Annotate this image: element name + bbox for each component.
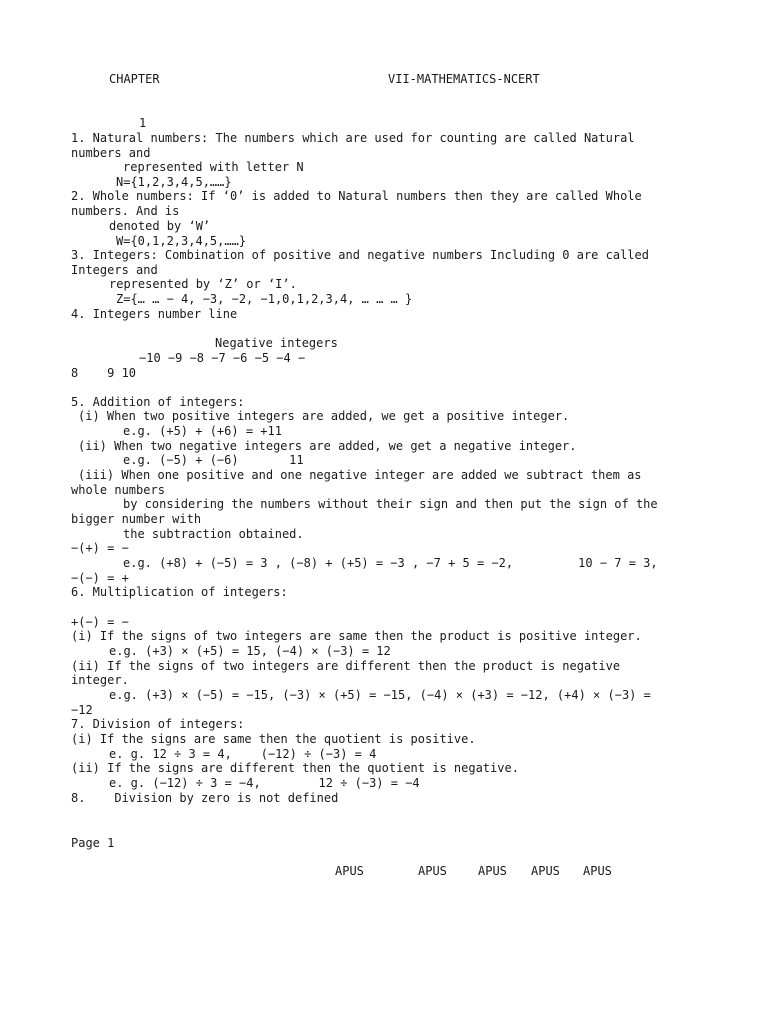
- text-line: bigger number with: [71, 512, 202, 526]
- text-line: (ii) If the signs are different then the quotient is negative.: [71, 761, 519, 775]
- text-line: N={1,2,3,4,5,……}: [116, 175, 232, 189]
- text-line: (i) If the signs are same then the quotient is positive.: [71, 732, 476, 746]
- text-line: (i) When two positive integers are added, we get a positive integer.: [78, 409, 570, 423]
- text-line: Integers and: [71, 263, 158, 277]
- text-line: 8. Division by zero is not defined: [71, 791, 339, 805]
- text-line: W={0,1,2,3,4,5,……}: [116, 234, 247, 248]
- header-chapter-label: CHAPTER: [109, 72, 160, 86]
- text-line: e.g. (+3) × (+5) = 15, (−4) × (−3) = 12: [109, 644, 391, 658]
- watermark-text: APUS: [478, 864, 507, 878]
- text-line: e.g. (+8) + (−5) = 3 , (−8) + (+5) = −3 , −7 + 5 = −2, 10 − 7 = 3,: [123, 556, 658, 570]
- text-line: represented with letter N: [123, 160, 304, 174]
- text-line: (i) If the signs of two integers are same then the product is positive integer.: [71, 629, 642, 643]
- text-line: 1. Natural numbers: The numbers which are used for counting are called Natural: [71, 131, 635, 145]
- number-line-values: 8 9 10: [71, 366, 137, 380]
- text-line: (ii) If the signs of two integers are different then the product is negative: [71, 659, 621, 673]
- header-subject-label: VII-MATHEMATICS-NCERT: [388, 72, 540, 86]
- text-line: 7. Division of integers:: [71, 717, 245, 731]
- sign-rule: +(−) = −: [71, 615, 129, 629]
- text-line: e. g. 12 ÷ 3 = 4, (−12) ÷ (−3) = 4: [109, 747, 377, 761]
- text-line: Z={… … − 4, −3, −2, −1,0,1,2,3,4, … … … }: [116, 292, 413, 306]
- text-line: e.g. (+5) + (+6) = +11: [123, 424, 282, 438]
- number-line-values: −10 −9 −8 −7 −6 −5 −4 −: [139, 351, 306, 365]
- text-line: 4. Integers number line: [71, 307, 238, 321]
- text-line: e.g. (−5) + (−6) 11: [123, 453, 304, 467]
- text-line: integer.: [71, 673, 129, 687]
- text-line: −12: [71, 703, 93, 717]
- chapter-number: 1: [139, 116, 147, 130]
- watermark-text: APUS: [418, 864, 447, 878]
- text-line: (iii) When one positive and one negative integer are added we subtract them as: [78, 468, 642, 482]
- watermark-text: APUS: [335, 864, 364, 878]
- sign-rule: −(+) = −: [71, 541, 129, 555]
- text-line: numbers. And is: [71, 204, 180, 218]
- number-line-caption: Negative integers: [215, 336, 338, 350]
- watermark-text: APUS: [531, 864, 560, 878]
- text-line: e. g. (−12) ÷ 3 = −4, 12 ÷ (−3) = −4: [109, 776, 420, 790]
- text-line: e.g. (+3) × (−5) = −15, (−3) × (+5) = −15, (−4) × (+3) = −12, (+4) × (−3) =: [109, 688, 651, 702]
- text-line: by considering the numbers without their sign and then put the sign of the: [123, 497, 658, 511]
- sign-rule: −(−) = +: [71, 571, 129, 585]
- text-line: 2. Whole numbers: If ‘0’ is added to Natural numbers then they are called Whole: [71, 189, 642, 203]
- page-number: Page 1: [71, 836, 115, 850]
- text-line: whole numbers: [71, 483, 165, 497]
- text-line: (ii) When two negative integers are added, we get a negative integer.: [78, 439, 577, 453]
- text-line: 3. Integers: Combination of positive and negative numbers Including 0 are called: [71, 248, 649, 262]
- watermark-text: APUS: [583, 864, 612, 878]
- text-line: represented by ‘Z’ or ‘I’.: [109, 277, 297, 291]
- text-line: 5. Addition of integers:: [71, 395, 245, 409]
- text-line: denoted by ‘W’: [109, 219, 211, 233]
- text-line: the subtraction obtained.: [123, 527, 304, 541]
- text-line: 6. Multiplication of integers:: [71, 585, 288, 599]
- text-line: numbers and: [71, 146, 151, 160]
